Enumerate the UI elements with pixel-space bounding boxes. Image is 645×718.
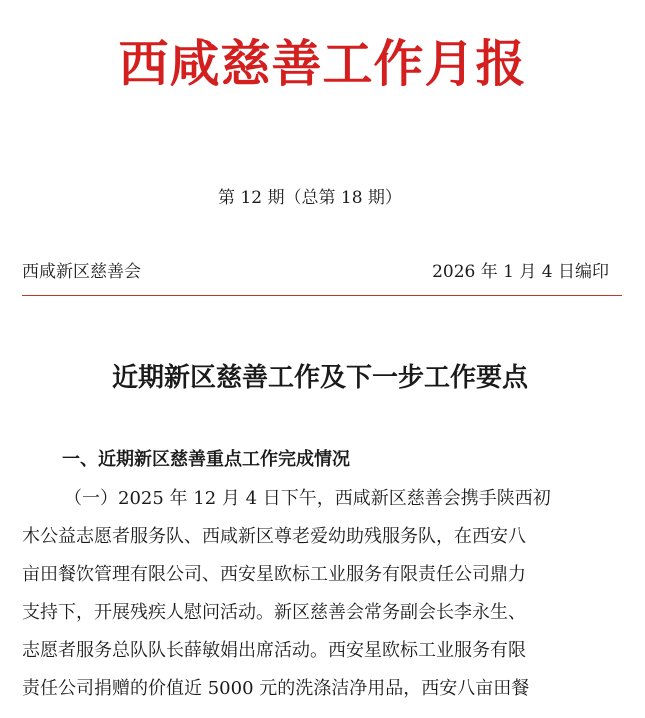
paragraph-line: （一）2025 年 12 月 4 日下午，西咸新区慈善会携手陕西初 xyxy=(64,488,551,509)
article-title: 近期新区慈善工作及下一步工作要点 xyxy=(111,363,528,393)
paragraph-line: 亩田餐饮管理有限公司、西安星欧标工业服务有限责任公司鼎力 xyxy=(22,564,526,585)
paragraph-line: 责任公司捐赠的价值近 5000 元的洗涤洁净用品，西安八亩田餐 xyxy=(22,678,530,699)
print-date: 2026 年 1 月 4 日编印 xyxy=(432,262,609,282)
article-body xyxy=(22,480,622,708)
issue-number: 第 12 期（总第 18 期） xyxy=(218,188,402,208)
paragraph-line: 木公益志愿者服务队、西咸新区尊老爱幼助残服务队，在西安八 xyxy=(22,526,526,547)
section-heading: 一、近期新区慈善重点工作完成情况 xyxy=(62,449,350,470)
masthead-title: 西咸慈善工作月报 xyxy=(118,34,527,93)
publisher-name: 西咸新区慈善会 xyxy=(22,262,141,282)
paragraph-line: 志愿者服务总队队长薛敏娟出席活动。西安星欧标工业服务有限 xyxy=(22,640,526,661)
publication-meta xyxy=(22,259,609,285)
paragraph-line: 支持下，开展残疾人慰问活动。新区慈善会常务副会长李永生、 xyxy=(22,602,526,623)
red-divider xyxy=(22,295,622,296)
